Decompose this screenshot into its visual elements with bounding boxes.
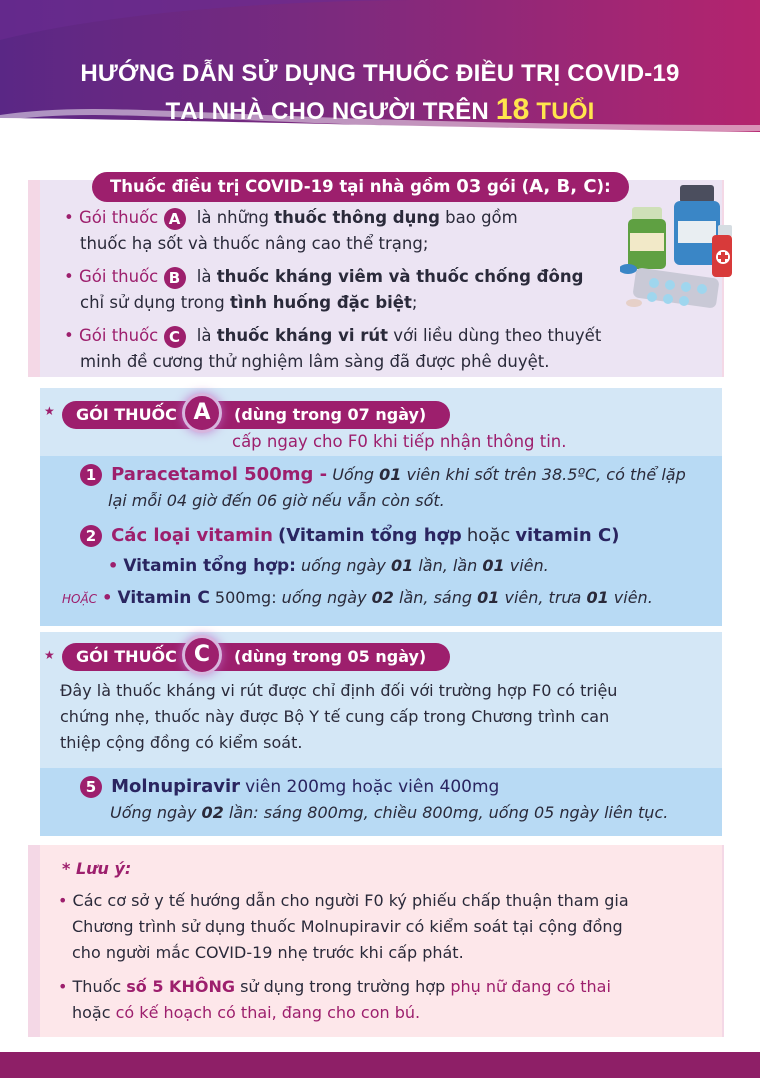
title-line-2 (0, 92, 760, 130)
package-c-item-5 (80, 774, 720, 826)
intro-item-c-t1: là (196, 326, 212, 345)
vitamin-c-dose: 500mg: (214, 588, 277, 607)
pill-dot (665, 280, 675, 290)
green-bottle-cap (632, 207, 662, 221)
blue-bottle-label (678, 221, 716, 243)
intro-item-c (64, 323, 644, 375)
pill-dot (647, 292, 657, 302)
intro-left-stripe (28, 180, 40, 377)
pill-dot (697, 284, 707, 294)
vitamin-multi-b: 01 (391, 556, 414, 575)
molnupiravir-line2-b: 02 (201, 803, 224, 822)
vitamins-name: Các loại vitamin (111, 525, 273, 546)
intro-item-b (64, 264, 644, 316)
item-number-1: 1 (80, 464, 102, 486)
red-cross-h (718, 255, 728, 259)
bullet-icon: • (58, 977, 68, 996)
intro-item-b-line2-pre: chỉ sử dụng trong (80, 293, 225, 312)
intro-item-a-t1: là những (196, 208, 269, 227)
footer-bar (0, 1052, 760, 1078)
intro-item-c-b1: thuốc kháng vi rút (216, 326, 389, 345)
note-1 (58, 888, 708, 966)
vitamin-c-name: Vitamin C (117, 588, 210, 608)
notes-content (58, 856, 708, 1026)
molnupiravir-line2-a: Uống ngày (110, 803, 197, 822)
intro-item-a-t2: bao gồm (445, 208, 518, 227)
molnupiravir-dose: viên 200mg hoặc viên 400mg (245, 777, 500, 797)
note-2-line-1 (58, 974, 708, 1000)
package-c-desc-3: thiệp cộng đồng có kiểm soát. (60, 733, 303, 752)
intro-item-a-line1 (64, 205, 644, 231)
molnupiravir-name: Molnupiravir (111, 776, 241, 797)
package-c-pill (62, 643, 450, 671)
package-c-letter-badge: C (182, 635, 222, 675)
molnupiravir-row (80, 774, 720, 800)
vitamin-c-a: uống ngày (281, 588, 367, 607)
note-1-line-2: Chương trình sử dụng thuốc Molnupiravir có kiểm soát tại cộng đồng (72, 917, 623, 936)
paracetamol-line2: lại mỗi 04 giờ đến 06 giờ nếu vẫn còn sốt. (108, 491, 445, 510)
header-banner (0, 0, 760, 158)
molnupiravir-line2 (110, 800, 720, 826)
vitamin-c-e: viên, trưa (504, 588, 582, 607)
intro-item-b-line2-post: ; (411, 293, 418, 312)
note-2-f: có kế hoạch có thai, đang cho con bú. (115, 1003, 421, 1022)
letter-badge-a: A (164, 208, 186, 230)
package-c-description (60, 678, 710, 756)
paracetamol-dose-a: Uống (332, 465, 375, 484)
intro-item-b-b1: thuốc kháng viêm và thuốc chống đông (216, 267, 584, 286)
bullet-icon: • (64, 208, 74, 227)
title-line-1: HƯỚNG DẪN SỬ DỤNG THUỐC ĐIỀU TRỊ COVID-19 (80, 60, 680, 87)
intro-item-a (64, 205, 644, 257)
letter-badge-b: B (164, 267, 186, 289)
intro-pill-count: 03 (456, 176, 482, 197)
pill-dot (649, 278, 659, 288)
intro-pill-letters: A, B, C (529, 176, 597, 197)
vitamin-multi-name: Vitamin tổng hợp: (123, 556, 296, 576)
vitamin-multi-e: viên. (509, 556, 549, 575)
paracetamol-dose-c: viên khi sốt trên 38.5ºC, có thể lặp (406, 465, 686, 484)
star-icon: ★ (44, 404, 55, 418)
note-2-a: Thuốc (72, 977, 122, 996)
notes-left-stripe (28, 845, 40, 1037)
package-a-pill (62, 401, 450, 429)
vitamin-c-b: 02 (371, 588, 394, 607)
intro-item-b-label: Gói thuốc (78, 267, 159, 286)
package-a-item-1 (80, 462, 714, 488)
vitamin-c-row (62, 585, 714, 612)
vitamin-c-d: 01 (477, 588, 500, 607)
bullet-icon: • (102, 588, 113, 607)
molnupiravir-line2-c: lần: sáng 800mg, chiều 800mg, uống 05 ngày liên tục. (228, 803, 669, 822)
intro-item-c-line2: minh đề cương thử nghiệm lâm sàng đã được phê duyệt. (80, 352, 550, 371)
intro-item-b-t1: là (196, 267, 212, 286)
pill-dot (681, 282, 691, 292)
intro-item-b-line2-bold: tình huống đặc biệt (229, 293, 412, 312)
tablet-pink (626, 299, 642, 307)
title-line-2-prefix: TẠI NHÀ CHO NGƯỜI TRÊN (165, 98, 489, 125)
item-number-2: 2 (80, 525, 102, 547)
note-2-b: số 5 KHÔNG (126, 977, 235, 996)
vitamin-c-f: 01 (586, 588, 609, 607)
bullet-icon: • (108, 556, 119, 575)
title-age: 18 (495, 93, 530, 126)
package-a-name: GÓI THUỐC (76, 405, 177, 424)
intro-item-c-label: Gói thuốc (78, 326, 159, 345)
package-a-item-2 (80, 523, 714, 549)
intro-pill-prefix: Thuốc điều trị COVID-19 tại nhà gồm (110, 177, 451, 196)
vitamins-or: hoặc (466, 525, 511, 546)
package-c-desc-2: chứng nhẹ, thuốc này được Bộ Y tế cung cấp trong Chương trình can (60, 707, 610, 726)
note-2-e: hoặc (72, 1003, 111, 1022)
green-bottle-label (630, 233, 664, 251)
pill-dot (663, 294, 673, 304)
paracetamol-dose-b: 01 (379, 465, 402, 484)
or-label: HOẶC (62, 592, 98, 606)
package-a-period: (dùng trong 07 ngày) (234, 405, 427, 424)
note-1-line-1 (58, 888, 708, 914)
bullet-icon: • (58, 891, 68, 910)
package-a-letter-badge: A (182, 393, 222, 433)
title-age-word: TUỔI (536, 98, 595, 125)
package-c-name: GÓI THUỐC (76, 647, 177, 666)
note-2-d: phụ nữ đang có thai (450, 977, 611, 996)
pill-dot (679, 296, 689, 306)
note-1-l1: Các cơ sở y tế hướng dẫn cho người F0 ký phiếu chấp thuận tham gia (72, 891, 629, 910)
vitamin-multi-row (108, 553, 714, 579)
vitamins-vitc: vitamin C) (515, 525, 620, 546)
notes-title: * Lưu ý: (62, 859, 132, 878)
star-icon: ★ (44, 648, 55, 662)
medicine-illustration (620, 185, 732, 315)
intro-pill-mid: gói ( (487, 177, 530, 196)
note-2 (58, 974, 708, 1026)
vitamin-c-g: viên. (613, 588, 653, 607)
paracetamol-name: Paracetamol 500mg - (111, 464, 328, 485)
intro-item-a-line2: thuốc hạ sốt và thuốc nâng cao thể trạng; (80, 234, 429, 253)
page-title (0, 56, 760, 130)
note-2-c: sử dụng trong trường hợp (240, 977, 446, 996)
bullet-icon: • (64, 326, 74, 345)
intro-pill (92, 172, 629, 202)
vitamin-multi-a: uống ngày (301, 556, 386, 575)
package-c-desc-1: Đây là thuốc kháng vi rút được chỉ định đối với trường hợp F0 có triệu (60, 681, 618, 700)
intro-item-c-t2: với liều dùng theo thuyết (393, 326, 602, 345)
package-a-items (64, 462, 714, 612)
note-2-line-2 (58, 1000, 708, 1026)
package-c-period: (dùng trong 05 ngày) (234, 647, 427, 666)
intro-item-b-line2 (64, 290, 644, 316)
vitamins-paren: (Vitamin tổng hợp (278, 525, 462, 546)
item-number-5: 5 (80, 776, 102, 798)
intro-item-b-line1 (64, 264, 644, 290)
intro-item-a-label: Gói thuốc (78, 208, 159, 227)
intro-item-a-b1: thuốc thông dụng (274, 208, 440, 227)
vitamin-multi-d: 01 (482, 556, 505, 575)
package-a-subtitle: cấp ngay cho F0 khi tiếp nhận thông tin. (232, 432, 567, 451)
intro-pill-suffix: ): (596, 177, 611, 196)
vitamin-multi-c: lần, lần (418, 556, 478, 575)
intro-item-c-line1 (64, 323, 644, 349)
vitamin-c-c: lần, sáng (399, 588, 473, 607)
blue-bottle-cap (680, 185, 714, 203)
intro-list (64, 205, 644, 382)
note-1-line-3: cho người mắc COVID-19 nhẹ trước khi cấp phát. (72, 943, 464, 962)
bullet-icon: • (64, 267, 74, 286)
letter-badge-c: C (164, 326, 186, 348)
